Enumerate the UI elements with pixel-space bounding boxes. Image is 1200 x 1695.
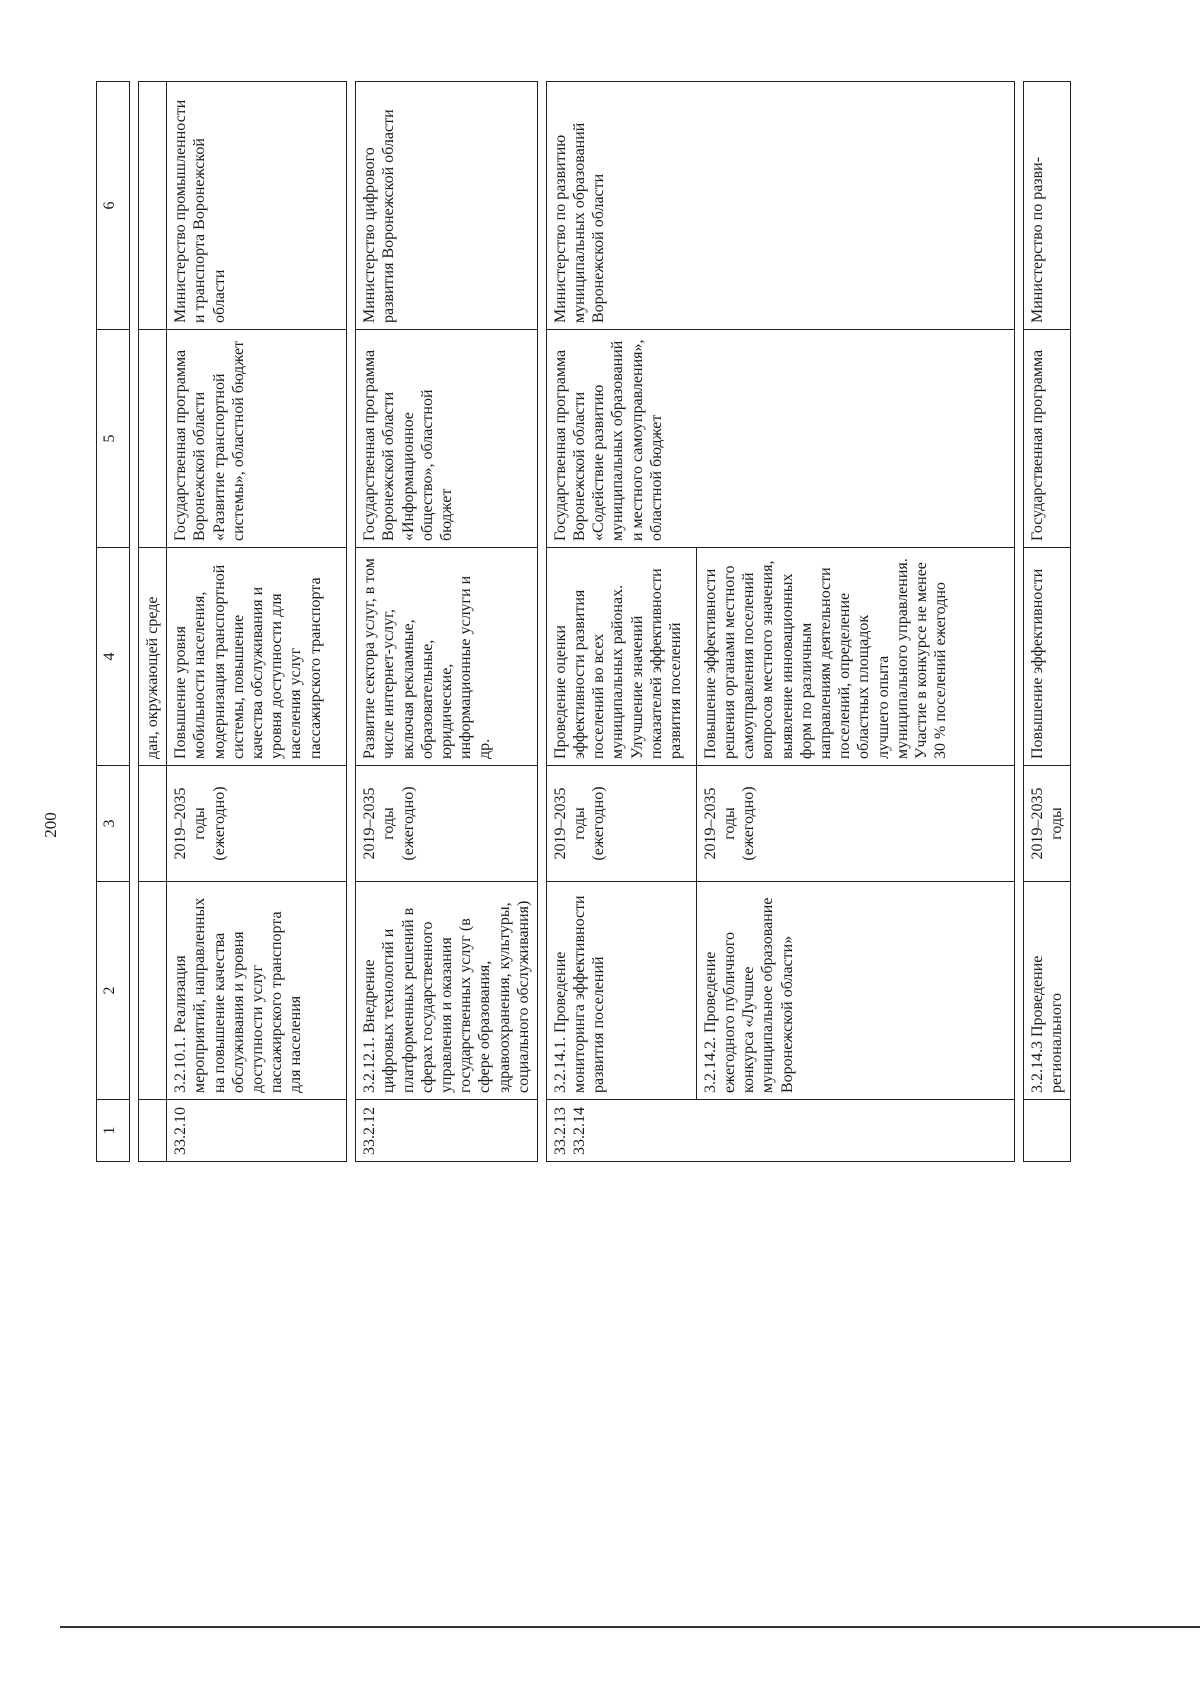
row-source: Государственная программа Воронежской области «Информационное общество», областной бюджет	[356, 330, 538, 548]
row-measure: 3.2.10.1. Реализация мероприятий, направленных на повышение качества обслуживания и уровня доступности услуг пассажирского транспорта для населения	[167, 882, 347, 1100]
row-source: Государственная программа Воронежской области «Развитие транспортной системы», областной бюджет	[167, 330, 347, 548]
row-result: Повышение эффективности	[1023, 548, 1070, 766]
row-period: 2019–2035 годы (ежегодно)	[167, 766, 347, 882]
row-id	[1023, 1100, 1070, 1162]
row-source: Государственная программа Воронежской области «Содействие развитию муниципальных образований и местного самоуправления», областной бюджет	[546, 330, 1014, 548]
row-period: 2019–2035 годы	[1023, 766, 1070, 882]
header-col-6: 6	[97, 82, 130, 330]
table-header-row	[97, 82, 130, 1162]
row-period: 2019–2035 годы (ежегодно)	[696, 766, 1014, 882]
table-row	[356, 82, 538, 1162]
rotated-table-sheet	[96, 82, 1146, 1162]
row-executor: Министерство цифрового развития Воронежской области	[356, 82, 538, 330]
page-number: 200	[40, 812, 60, 838]
row-id: 33.2.12	[356, 1100, 538, 1162]
row-period: 2019–2035 годы (ежегодно)	[356, 766, 538, 882]
table-row	[546, 82, 696, 1162]
table-gap	[537, 82, 546, 1162]
row-result: Развитие сектора услуг, в том числе интернет-услуг, включая рекламные, образовательные, юридические, информационные услуги и др.	[356, 548, 538, 766]
table-gap	[347, 82, 356, 1162]
row-measure: 3.2.14.3 Проведение регионального	[1023, 882, 1070, 1100]
header-col-1: 1	[97, 1100, 130, 1162]
table-gap	[1014, 82, 1023, 1162]
row-measure: 3.2.14.1. Проведение мониторинга эффективности развития поселений	[546, 882, 696, 1100]
row-measure: 3.2.14.2. Проведение ежегодного публичного конкурса «Лучшее муниципальное образование Воронежской области»	[696, 882, 1014, 1100]
continuation-text: дан, окружающей среде	[139, 548, 167, 766]
row-executor: Министерство по развитию муниципальных образований Воронежской области	[546, 82, 1014, 330]
row-period: 2019–2035 годы (ежегодно)	[546, 766, 696, 882]
table-gap	[130, 82, 139, 1162]
row-id: 33.2.10	[167, 1100, 347, 1162]
row-result: Повышение уровня мобильности населения, модернизация транспортной системы, повышение качества обслуживания и уровня доступности для населения услуг пассажирского транспорта	[167, 548, 347, 766]
row-measure: 3.2.12.1. Внедрение цифровых технологий и платформенных решений в сферах государственного управления и оказания государственных услуг (в сфере образования, здравоохранения, культуры, социального обслуживания)	[356, 882, 538, 1100]
header-col-4: 4	[97, 548, 130, 766]
header-col-2: 2	[97, 882, 130, 1100]
row-result: Повышение эффективности решения органами местного самоуправления поселений вопросов местного значения, выявление инновационных форм по различным направлениям деятельности поселений, определение областных площадок лучшего опыта муниципального управления. Участие в конкурсе не менее 30 % поселений ежегодно	[696, 548, 1014, 766]
row-executor: Министерство промышленности и транспорта Воронежской области	[167, 82, 347, 330]
scan-edge-line	[60, 1626, 1200, 1628]
header-col-3: 3	[97, 766, 130, 882]
row-id: 33.2.13 33.2.14	[546, 1100, 1014, 1162]
row-source: Государственная программа	[1023, 330, 1070, 548]
row-executor: Министерство по разви-	[1023, 82, 1070, 330]
measures-table	[96, 81, 1071, 1162]
continuation-row	[139, 82, 167, 1162]
table-row	[1023, 82, 1070, 1162]
row-result: Проведение оценки эффективности развития поселений во всех муниципальных районах. Улучшение значений показателей эффективности развития поселений	[546, 548, 696, 766]
header-col-5: 5	[97, 330, 130, 548]
table-row	[167, 82, 347, 1162]
